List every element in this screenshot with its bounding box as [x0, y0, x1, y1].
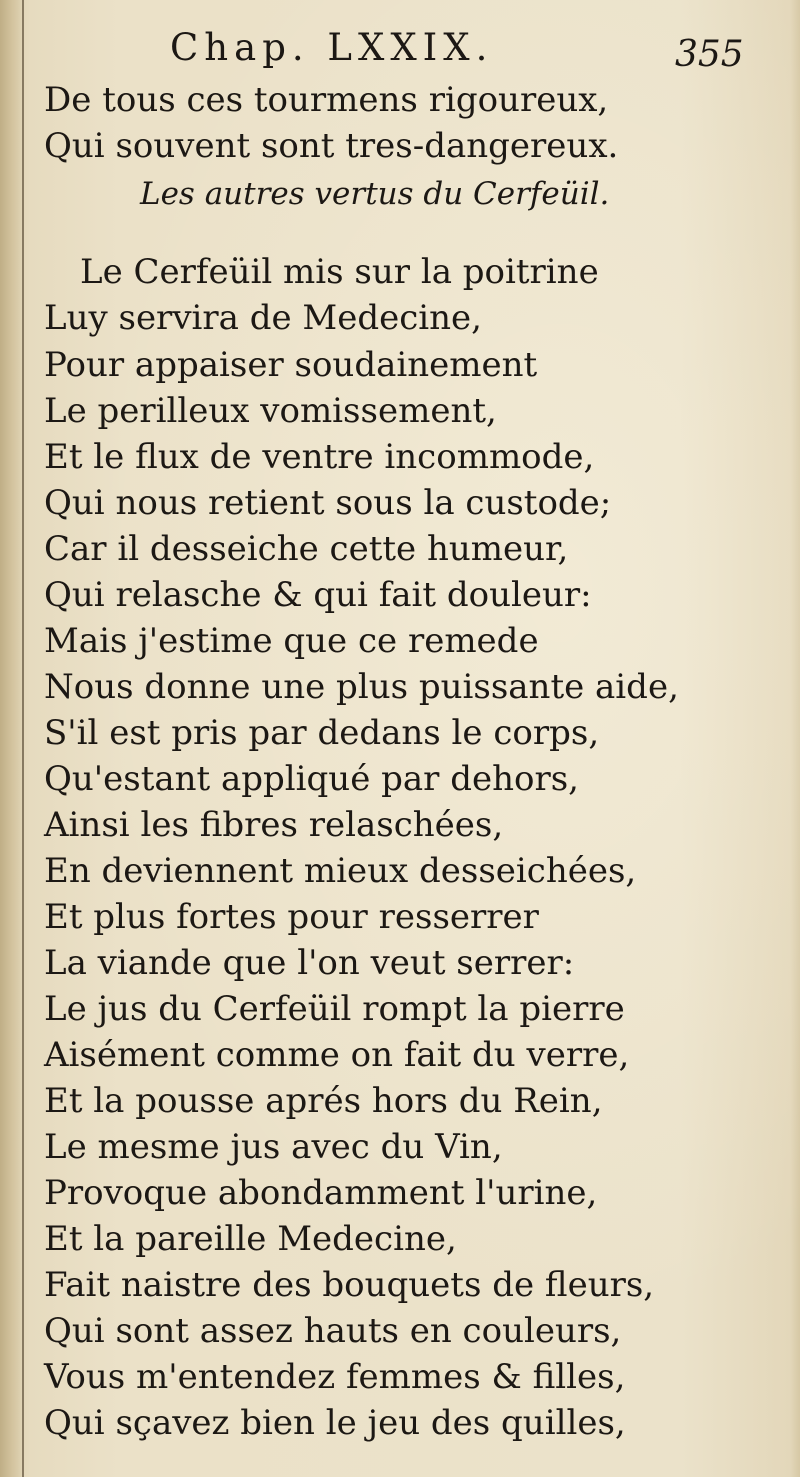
verse-line: Qu'estant appliqué par dehors, — [44, 759, 579, 799]
verse-line: Et le flux de ventre incommode, — [44, 437, 595, 477]
verse-line: Pour appaiser soudainement — [44, 345, 538, 385]
verse-line: Car il desseiche cette humeur, — [44, 529, 569, 569]
verse-line: Le mesme jus avec du Vin, — [44, 1127, 503, 1167]
verse-line: Et la pousse aprés hors du Rein, — [44, 1081, 603, 1121]
verse-line: Qui nous retient sous la custode; — [44, 483, 612, 523]
gutter-edge-line — [22, 0, 24, 1477]
verse-line: Aisément comme on fait du verre, — [44, 1035, 630, 1075]
verse-line: Qui sçavez bien le jeu des quilles, — [44, 1403, 626, 1443]
page-number: 355 — [675, 34, 744, 75]
running-head: Chap. LXXIX. — [170, 26, 494, 69]
verse-line: De tous ces tourmens rigoureux, — [44, 80, 609, 120]
section-title: Les autres vertus du Cerfeüil. — [140, 176, 610, 212]
verse-line: Et plus fortes pour resserrer — [44, 897, 539, 937]
verse-line: Nous donne une plus puissante aide, — [44, 667, 679, 707]
verse-line: Vous m'entendez femmes & filles, — [44, 1357, 626, 1397]
verse-line: Le Cerfeüil mis sur la poitrine — [80, 252, 599, 292]
verse-line: Et la pareille Medecine, — [44, 1219, 457, 1259]
verse-line: S'il est pris par dedans le corps, — [44, 713, 600, 753]
verse-line: Le jus du Cerfeüil rompt la pierre — [44, 989, 625, 1029]
verse-line: Le perilleux vomissement, — [44, 391, 497, 431]
verse-line: Qui sont assez hauts en couleurs, — [44, 1311, 622, 1351]
page-gutter — [0, 0, 24, 1477]
verse-line: Fait naistre des bouquets de fleurs, — [44, 1265, 655, 1305]
verse-line: Mais j'estime que ce remede — [44, 621, 539, 661]
verse-line: En deviennent mieux desseichées, — [44, 851, 637, 891]
verse-line: Ainsi les fibres relaschées, — [44, 805, 504, 845]
verse-line: La viande que l'on veut serrer: — [44, 943, 575, 983]
verse-line: Qui souvent sont tres-dangereux. — [44, 126, 619, 166]
verse-line: Luy servira de Medecine, — [44, 298, 482, 338]
verse-line: Qui relasche & qui fait douleur: — [44, 575, 592, 615]
verse-line: Provoque abondamment l'urine, — [44, 1173, 598, 1213]
